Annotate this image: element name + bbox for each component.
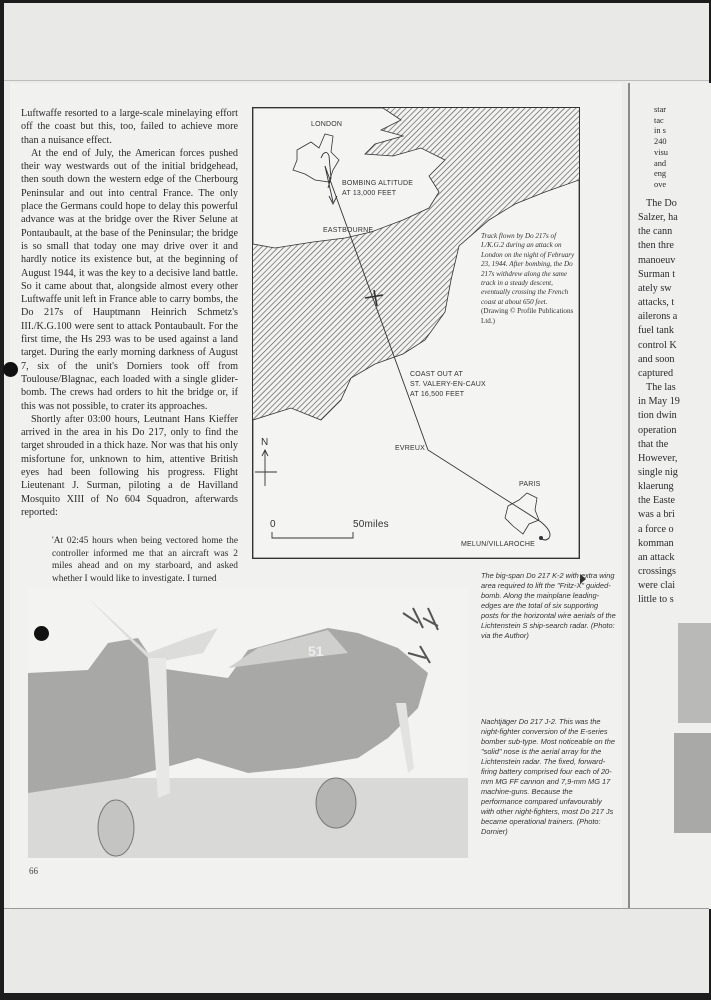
right-page-line: ately sw [638,282,672,294]
photo-caption-k2: The big-span Do 217 K-2 with extra wing area required to lift the "Fritz-X" guided-bomb. Along the mainplane leading-edges are the total of six supporting posts for the horizontal wire aerials of the Lichtenstein S ship-search radar. (Photo: via the Author) [481,571,616,640]
right-page-line: ailerons a [638,311,678,323]
bottom-scanner-band [4,908,709,993]
body-text-column [21,107,238,586]
paragraph: At the end of July, the American forces pushed their way westwards out of the initial bridgehead, then south down the western edge of the Cherbourg Peninsular and out into central France. The only place the Germans could hope to delay this powerful advance was at the bridge over the River Selune at Pontaubault, at the base of the Peninsular; the bridge is so small that today one may drive over it and hardly notice its existence but, at the beginning of August 1944, it was the key to a decisive land battle. So it came about that, alongside almost every other Luftwaffe unit left in France able to carry bombs, the Do 217s of Hauptmann Heinrich Schmetz's III./K.G.100 were sent to attack Pontaubault. For the first time, the Hs 293 was to be used against a land target. During the early morning darkness of August 7, six of the unit's Dorniers took off from Toulouse/Blagnac, each loaded with a single glider-bomb. The crews had orders to hit the bridge or, if this was not possible, to crater its approaches. [21,147,238,412]
right-quote-line: 240 [654,137,667,147]
map-label-coast-out: COAST OUT AT [410,371,463,378]
map-caption [481,232,577,326]
map-label-london: LONDON [311,121,343,128]
right-page-line: The las [646,382,676,394]
right-page-line: operation [638,424,677,436]
right-page-photo-fragment [674,733,711,833]
map-label-paris: PARIS [519,481,541,488]
map-caption-text: Track flown by Do 217s of I./K.G.2 during an attack on London on the night of February 23, 1944. After bombing, the Do 217s withdrew along the same track in a steady descent, eventually crossing the French coast at about 650 feet. [481,232,575,306]
photo-caption-j2: Nachtjäger Do 217 J-2. This was the night-fighter conversion of the E-series bomber sub-type. Most noticeable on the "solid" nose is the aerial array for the Lichtenstein radar. The fixed, forward-firing battery comprised four each of 20-mm MG FF cannon and 7,9-mm MG 17 machine-guns. Because the performance compared unfavourably with other night-fighters, most Do 217 Js became operational trainers. (Photo: Dornier) [481,717,615,836]
right-page-line: komman [638,537,674,549]
block-quote: 'At 02:45 hours when being vectored home the controller informed me that an aircraft was 2 miles ahead and on my starboard, and asked whether I would like to investigate. I turned [52,536,238,584]
right-page [628,83,711,909]
right-page-line: klaerung [638,481,674,493]
right-quote-line: eng [654,169,667,179]
right-page-line: the Easte [638,495,676,507]
landing-wheel [98,800,134,856]
map-label-bombing-altitude: BOMBING ALTITUDE [342,180,414,187]
map-north-label: N [261,437,269,448]
paragraph: Luftwaffe resorted to a large-scale minelaying effort off the coast but this, too, failed to achieve more than a nuisance effect. [21,108,238,146]
page-edge [4,80,709,81]
punch-hole [34,626,49,641]
right-page-line: manoeuv [638,254,676,266]
do217-photo [28,578,468,860]
right-page-line: and soon [638,353,675,365]
right-page-line: little to s [638,594,674,606]
page-number: 66 [29,866,38,876]
right-page-line: However, [638,452,678,464]
paragraph: Shortly after 03:00 hours, Leutnant Hans Kieffer arrived in the area in his Do 217, only to find the target shrouded in a thick haze. Nor was that his only misfortune for, unknown to him, attentive British eyes had been following his progress. Flight Lieutenant J. Surman, piloting a de Havilland Mosquito XIII of No 604 Squadron, afterwards reported: [21,413,238,518]
map-drawing [253,108,579,558]
right-quote-line: in s [654,126,666,136]
right-page-line: tion dwin [638,410,677,422]
right-page-line: an attack [638,551,675,563]
right-page-line: then thre [638,240,674,252]
right-page-line: captured [638,367,674,379]
map-label-st-valery: ST. VALERY-EN-CAUX [410,381,486,388]
right-page-line: a force o [638,523,674,535]
map-label-bombing-feet: AT 13,000 FEET [342,190,397,197]
right-page-line: in May 19 [638,396,680,408]
right-page-line: was a bri [638,509,675,521]
right-page-line: The Do [646,198,677,209]
right-page-line: Surman t [638,268,676,280]
right-page-line: single nig [638,466,678,478]
right-quote-line: tac [654,115,664,125]
map-scale-zero: 0 [270,519,276,530]
ground [28,778,468,858]
right-page-line: control K [638,339,677,351]
map-label-evreux: EVREUX [395,445,425,452]
right-page-line: attacks, t [638,297,675,309]
map-label-melun: MELUN/VILLAROCHE [461,541,535,548]
right-quote-line: star [654,105,667,114]
right-quote-line: ove [654,179,667,189]
map-scale-fifty: 50miles [353,519,389,530]
map-label-eastbourne: EASTBOURNE [323,227,374,234]
right-page-line: the cann [638,226,673,238]
right-quote-line: visu [654,147,668,157]
airfield-marker [539,536,543,540]
map-label-coast-feet: AT 16,500 FEET [410,391,465,398]
aircraft-photo [28,578,468,860]
right-page-quote [654,105,668,191]
route-map [252,107,580,559]
right-page-line: Salzer, ha [638,212,678,224]
landing-wheel [316,778,356,828]
map-credit: (Drawing © Profile Publications Ltd.) [481,307,574,325]
punch-hole [3,362,18,377]
right-quote-line: and [654,158,667,168]
page-edge [4,908,709,909]
right-page-line: that the [638,438,669,450]
right-page-body [638,197,680,608]
right-page-line: crossings [638,566,676,578]
fuselage-code: 51 [308,643,324,659]
right-page-line: fuel tank [638,325,674,337]
top-scanner-band [4,3,709,80]
right-page-line: were clai [638,580,676,592]
right-page-photo-fragment [678,623,711,723]
